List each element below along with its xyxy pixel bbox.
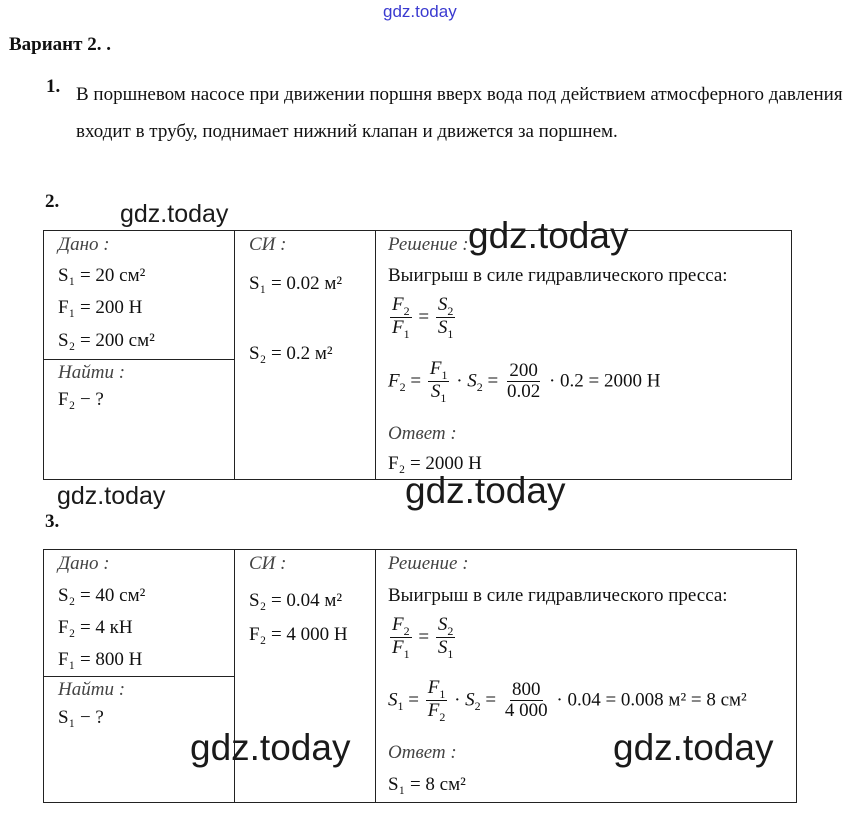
task2-si-2: S₂ = 0.2 м² xyxy=(249,343,333,364)
task2-given-2: F₁ = 200 Н xyxy=(58,297,143,318)
watermark: gdz.today xyxy=(57,482,166,510)
task3-given-1: S₂ = 40 см² xyxy=(58,585,146,606)
task2-number: 2. xyxy=(45,191,60,212)
task2-frac-num: 200 xyxy=(509,360,538,382)
task3-given-2: F₂ = 4 кН xyxy=(58,617,133,638)
page-title: Вариант 2. . xyxy=(9,34,111,55)
task2-answer-label: Ответ : xyxy=(388,423,457,444)
task2-find-cell xyxy=(44,360,235,480)
watermark: gdz.today xyxy=(120,200,229,228)
watermark-top: gdz.today xyxy=(383,2,457,21)
task2-si-label: СИ : xyxy=(249,234,287,255)
task2-given-3: S₂ = 200 см² xyxy=(58,330,155,351)
task3-given-cell xyxy=(44,550,235,677)
watermark: gdz.today xyxy=(405,470,566,511)
task2-solution-intro: Выигрыш в силе гидравлического пресса: xyxy=(388,265,728,286)
task2-answer: F₂ = 2000 Н xyxy=(388,453,482,474)
task2-force-equation: $F_2$ = $\frac{F_1}{S_1}$ · $S_2$ = $\frac{200}{0.02}$ · 0.2 = 2000 Н xyxy=(388,358,661,406)
task3-ratio-equation: $\frac{F_2}{F_1}$ = $\frac{S_2}{S_1}$ xyxy=(392,614,454,662)
task3-si-1: S₂ = 0.04 м² xyxy=(249,590,343,611)
task2-given-label: Дано : xyxy=(58,234,110,255)
task3-answer-label: Ответ : xyxy=(388,742,457,763)
task2-given-cell xyxy=(44,231,235,360)
task1-number: 1. xyxy=(46,76,61,97)
task2-solution-label: Решение : xyxy=(388,234,469,255)
task2-si-cell xyxy=(235,231,376,480)
task2-table xyxy=(43,230,792,480)
task2-si-1: S₁ = 0.02 м² xyxy=(249,273,343,294)
task3-given-label: Дано : xyxy=(58,553,110,574)
task3-find: S₁ − ? xyxy=(58,707,104,728)
task3-find-label: Найти : xyxy=(58,679,126,700)
watermark: gdz.today xyxy=(190,727,351,768)
task3-area-equation: $S_1$ = $\frac{F_1}{F_2}$ · $S_2$ = $\frac{800}{4 000}$ · 0.04 = 0.008 м² = 8 см² xyxy=(388,677,747,725)
task3-si-label: СИ : xyxy=(249,553,287,574)
task3-number: 3. xyxy=(45,511,60,532)
task3-frac-num: 800 xyxy=(512,679,541,701)
task3-answer: S₁ = 8 см² xyxy=(388,774,466,795)
task3-eq-tail: · 0.04 = 0.008 м² = 8 см² xyxy=(556,689,747,711)
task2-solution-cell xyxy=(376,231,792,480)
task3-given-3: F₁ = 800 Н xyxy=(58,649,143,670)
task2-find-label: Найти : xyxy=(58,362,126,383)
task3-solution-intro: Выигрыш в силе гидравлического пресса: xyxy=(388,585,728,606)
watermark: gdz.today xyxy=(613,727,774,768)
task3-frac-den: 4 000 xyxy=(504,700,548,722)
task2-frac-den: 0.02 xyxy=(506,381,541,403)
task3-solution-label: Решение : xyxy=(388,553,469,574)
task3-si-2: F₂ = 4 000 Н xyxy=(249,624,348,645)
task2-eq-tail: · 0.2 = 2000 Н xyxy=(548,370,661,392)
task2-find: F₂ − ? xyxy=(58,389,104,410)
task2-given-1: S₁ = 20 см² xyxy=(58,265,146,286)
watermark: gdz.today xyxy=(468,215,629,256)
task2-ratio-equation: $\frac{F_2}{F_1}$ = $\frac{S_2}{S_1}$ xyxy=(392,294,454,342)
task1-text: В поршневом насосе при движении поршня вверх вода под действием атмосферного давления входит в трубу, поднимает нижний клапан и движется за поршнем. xyxy=(76,84,843,142)
